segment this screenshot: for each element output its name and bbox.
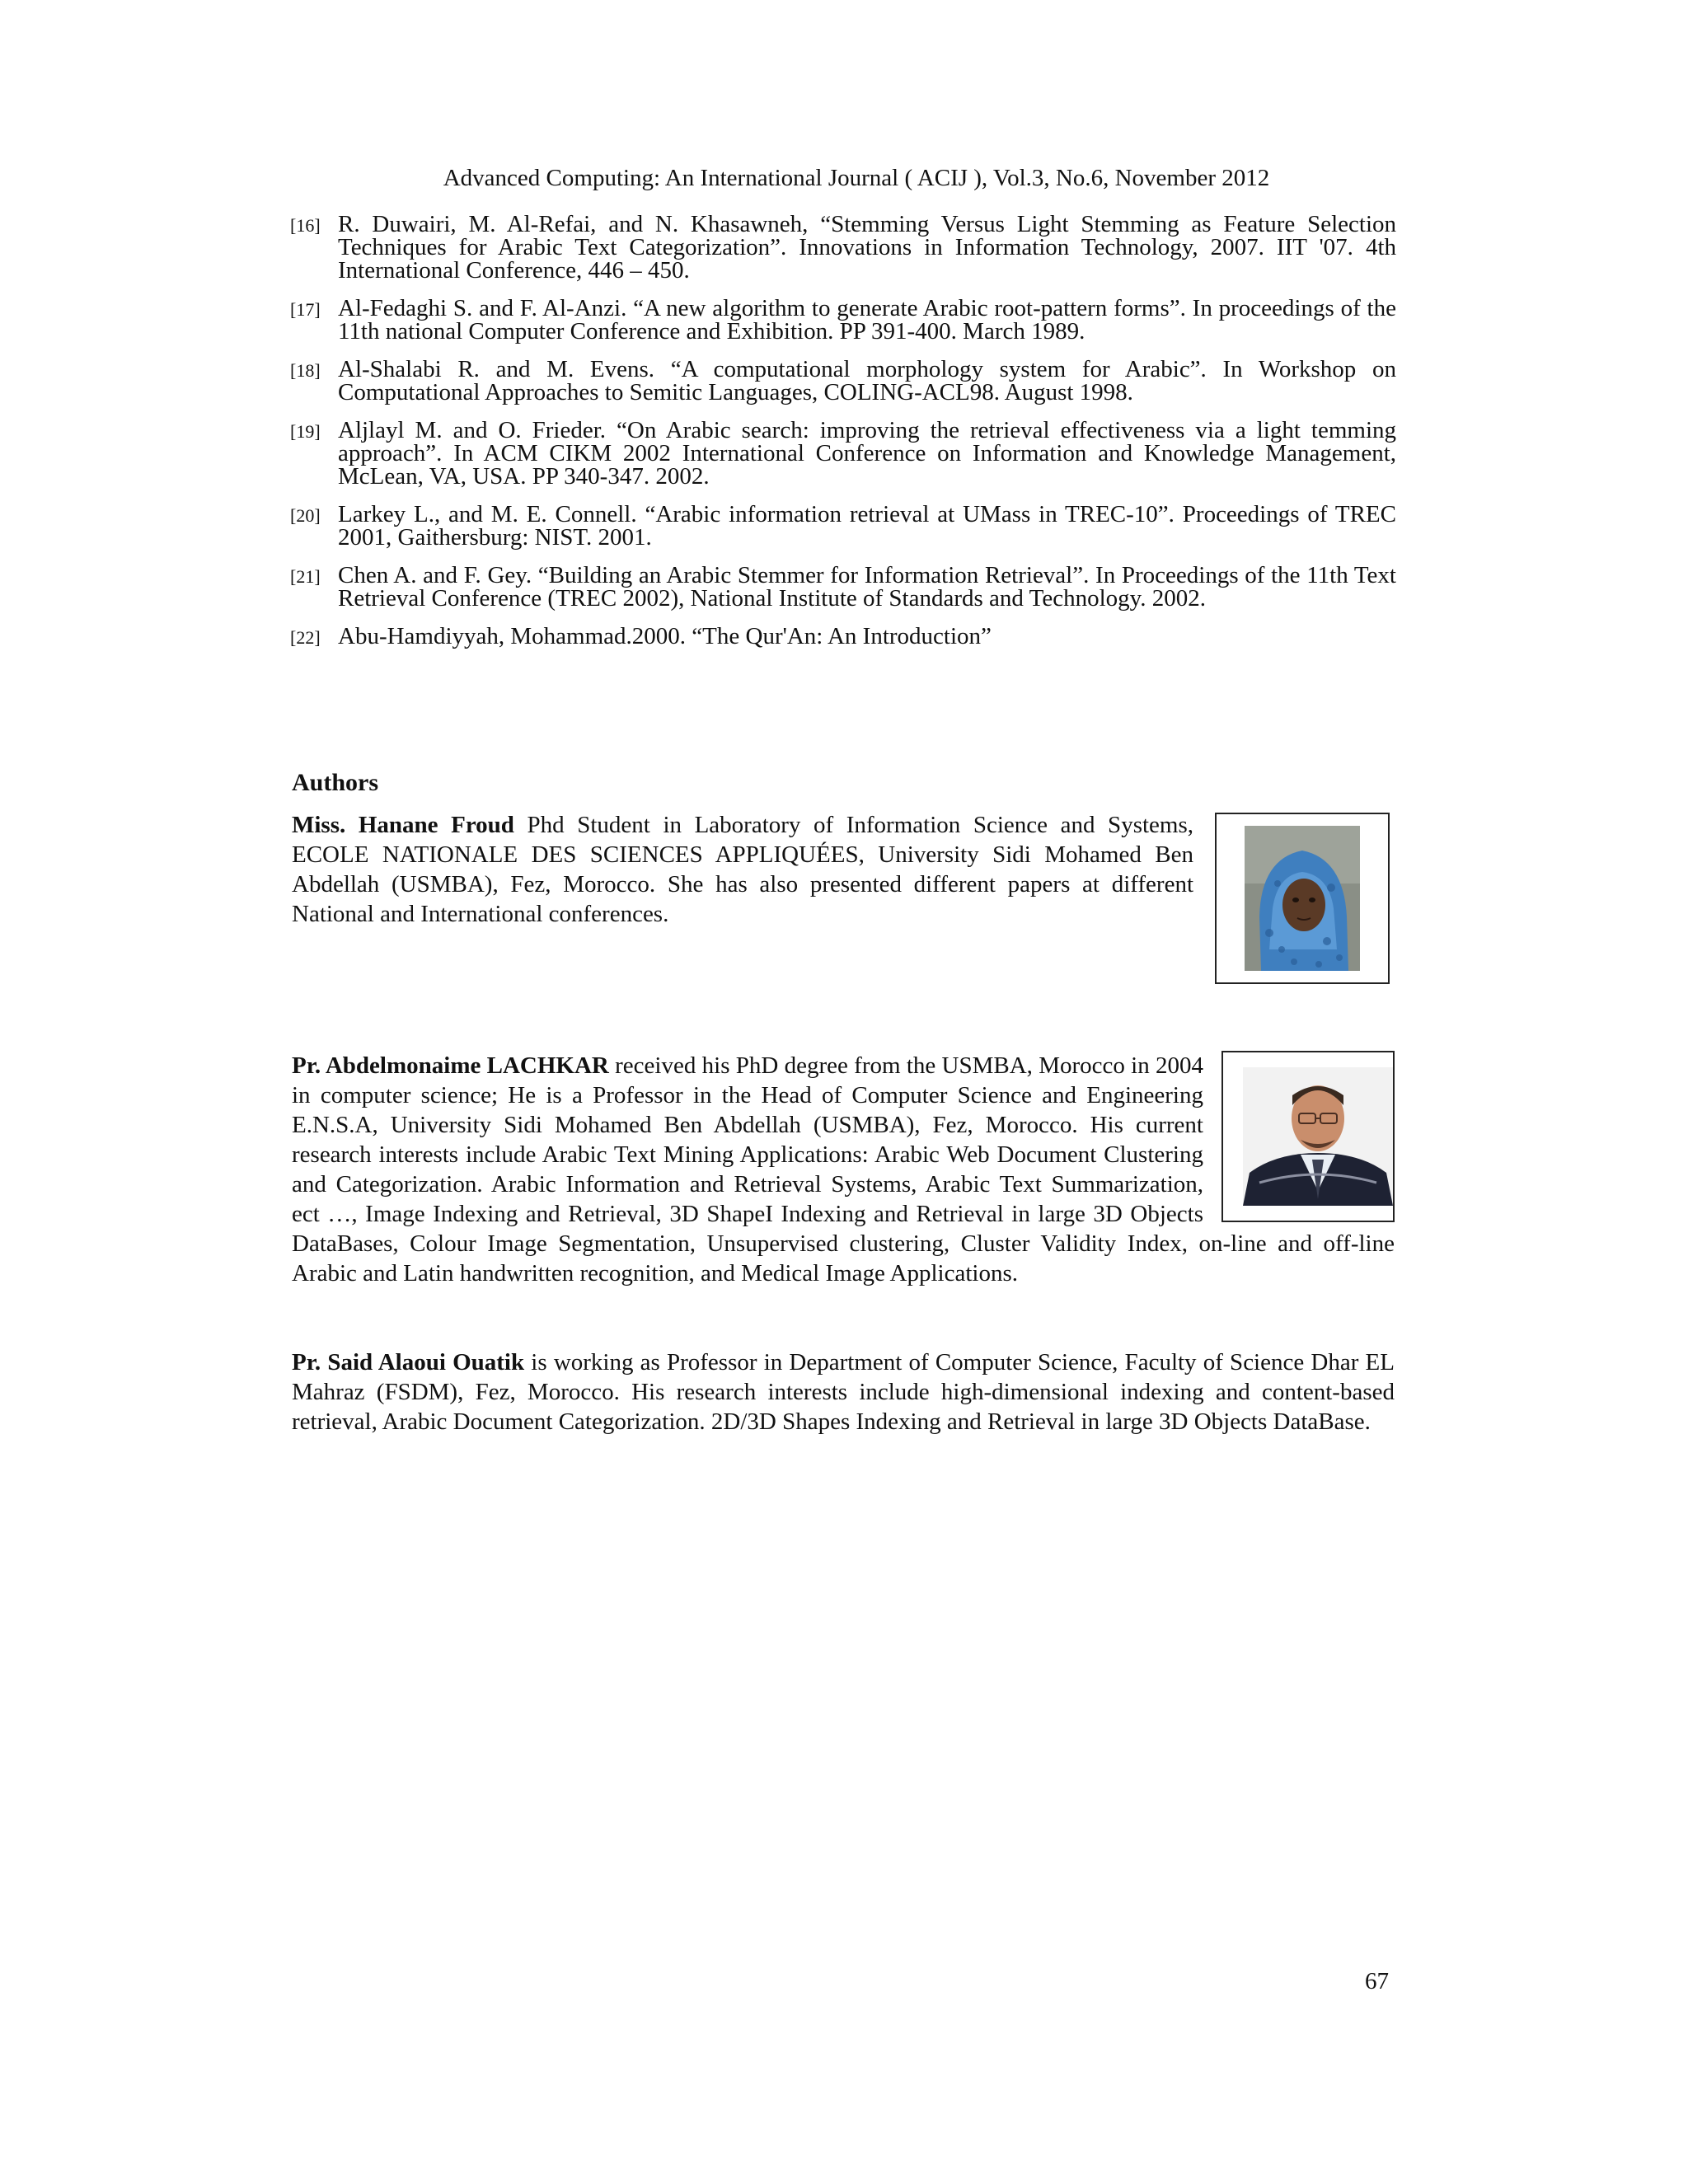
author-description: Phd Student in Laboratory of Information Science and Systems, ECOLE NATIONALE DES SCIENCES APPLIQUÉES, University Sidi Mohamed Ben Abdellah (USMBA), Fez, Morocco. She has also presented different papers at different National and International conferences. xyxy=(292,812,1193,927)
reference-text: Chen A. and F. Gey. “Building an Arabic Stemmer for Information Retrieval”. In Proceedings of the 11th Text Retrieval Conference (TREC 2002), National Institute of Standards and Technology. 2002. xyxy=(338,562,1396,612)
reference-item xyxy=(290,297,1396,343)
reference-item xyxy=(290,213,1396,282)
author-bio-ouatik xyxy=(292,1347,1395,1436)
reference-item xyxy=(290,419,1396,488)
portrait-image xyxy=(1245,826,1360,971)
reference-text: Al-Shalabi R. and M. Evens. “A computational morphology system for Arabic”. In Workshop on Computational Approaches to Semitic Languages, COLING-ACL98. August 1998. xyxy=(338,356,1396,405)
authors-heading: Authors xyxy=(292,769,379,796)
reference-number: [22] xyxy=(290,627,321,648)
reference-item xyxy=(290,358,1396,404)
reference-number: [21] xyxy=(290,566,321,587)
reference-item xyxy=(290,503,1396,549)
author-name: Miss. Hanane Froud xyxy=(292,812,514,838)
reference-number: [19] xyxy=(290,421,321,442)
reference-text: Abu-Hamdiyyah, Mohammad.2000. “The Qur'An: An Introduction” xyxy=(338,623,992,649)
portrait-image xyxy=(1243,1067,1393,1206)
author-name: Pr. Said Alaoui Ouatik xyxy=(292,1349,525,1376)
author-bio-froud xyxy=(292,810,1193,929)
reference-text: Larkey L., and M. E. Connell. “Arabic information retrieval at UMass in TREC-10”. Proceedings of TREC 2001, Gaithersburg: NIST. 2001. xyxy=(338,501,1396,551)
author-bio-lachkar xyxy=(292,1051,1395,1288)
page-number: 67 xyxy=(1365,1968,1389,1994)
reference-item xyxy=(290,564,1396,610)
author-photo-lachkar xyxy=(1221,1051,1395,1222)
reference-number: [18] xyxy=(290,360,321,381)
journal-header: Advanced Computing: An International Journal ( ACIJ ), Vol.3, No.6, November 2012 xyxy=(443,165,1270,191)
author-description: is working as Professor in Department of Computer Science, Faculty of Science Dhar EL Mahraz (FSDM), Fez, Morocco. His research interests include high-dimensional indexing and content-based retrieval, Arabic Document Categorization. 2D/3D Shapes Indexing and Retrieval in large 3D Objects DataBase. xyxy=(292,1349,1395,1435)
reference-text: Aljlayl M. and O. Frieder. “On Arabic search: improving the retrieval effectiveness via a light temming approach”. In ACM CIKM 2002 International Conference on Information and Knowledge Management, McLean, VA, USA. PP 340-347. 2002. xyxy=(338,417,1396,490)
author-name: Pr. Abdelmonaime LACHKAR xyxy=(292,1052,609,1079)
reference-number: [20] xyxy=(290,505,321,526)
reference-number: [16] xyxy=(290,215,321,236)
references-list xyxy=(290,213,1396,663)
reference-text: R. Duwairi, M. Al-Refai, and N. Khasawneh, “Stemming Versus Light Stemming as Feature Selection Techniques for Arabic Text Categorization”. Innovations in Information Technology, 2007. IIT '07. 4th International Conference, 446 – 450. xyxy=(338,211,1396,284)
reference-item xyxy=(290,625,1396,648)
author-photo-froud xyxy=(1215,813,1390,984)
reference-number: [17] xyxy=(290,299,321,320)
author-description: received his PhD degree from the USMBA, Morocco in 2004 in computer science; He is a Professor in the Head of Computer Science and Engineering E.N.S.A, University Sidi Mohamed Ben Abdellah (USMBA), Fez, Morocco. His current research interests include Arabic Text Mining Applications: Arabic Web Document Clustering and Categorization. Arabic Information and Retrieval Systems, Arabic Text Summarization, ect …, Image Indexing and Retrieval, 3D ShapeI Indexing and Retrieval in large 3D Objects DataBases, Colour Image Segmentation, Unsupervised clustering, Cluster Validity Index, on-line and off-line Arabic and Latin handwritten recognition, and Medical Image Applications. xyxy=(292,1052,1395,1286)
reference-text: Al-Fedaghi S. and F. Al-Anzi. “A new algorithm to generate Arabic root-pattern forms”. In proceedings of the 11th national Computer Conference and Exhibition. PP 391-400. March 1989. xyxy=(338,295,1396,344)
